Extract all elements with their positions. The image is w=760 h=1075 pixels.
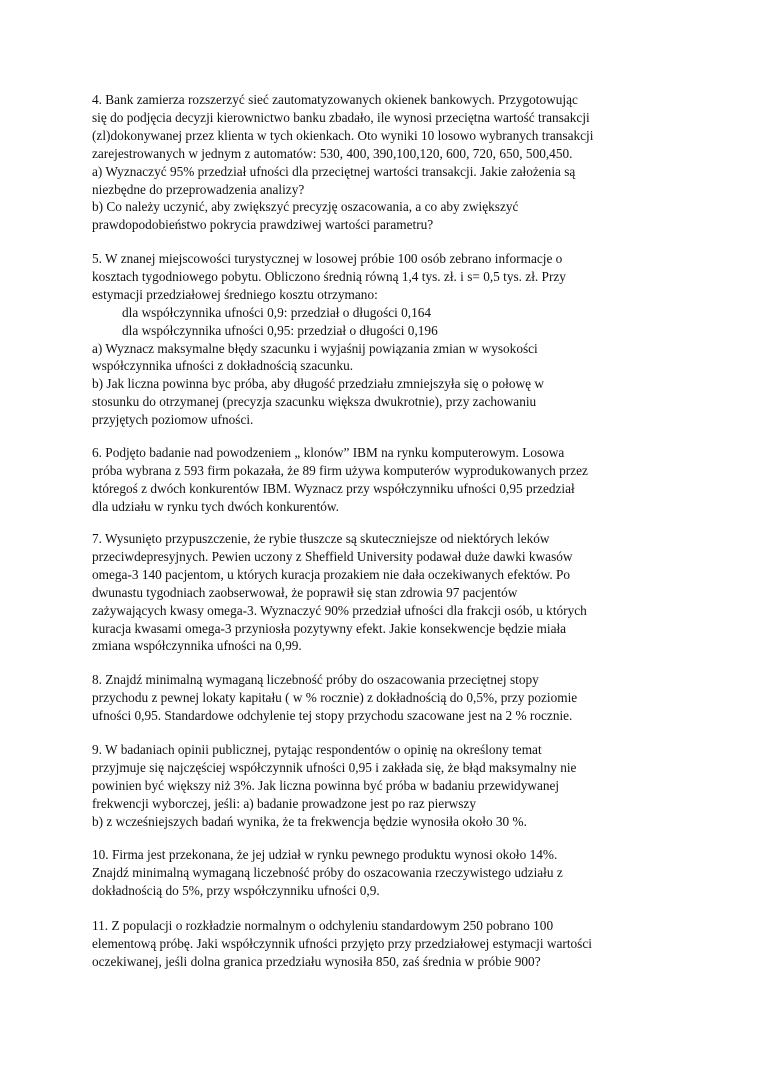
problem-line: się do podjęcia decyzji kierownictwo banku zbadało, ile wynosi przeciętna wartość transakcji [92, 109, 590, 125]
problem-line: dla współczynnika ufności 0,9: przedział o długości 0,164 [122, 304, 432, 320]
problem-line: ufności 0,95. Standardowe odchylenie tej stopy przychodu szacowane jest na 2 % rocznie. [92, 707, 573, 723]
problem-line: elementową próbę. Jaki współczynnik ufności przyjęto przy przedziałowej estymacji wartości [92, 935, 592, 951]
problem-9 [92, 741, 740, 831]
problem-line: 8. Znajdź minimalną wymaganą liczebność próby do oszacowania przeciętnej stopy [92, 672, 539, 687]
problem-line: kosztach tygodniowego pobytu. Obliczono średnią równą 1,4 tys. zł. i s= 0,5 tys. zł. Przy [92, 268, 566, 284]
problem-line: dla współczynnika ufności 0,95: przedział o długości 0,196 [122, 322, 438, 338]
problem-line: próba wybrana z 593 firm pokazała, że 89 firm używa komputerów wyprodukowanych przez [92, 462, 588, 478]
problem-line: dwunastu tygodniach zaobserwował, że poprawił się stan zdrowia 97 pacjentów [92, 584, 518, 600]
problem-line: zarejestrowanych w jednym z automatów: 530, 400, 390,100,120, 600, 720, 650, 500,450. [92, 145, 573, 161]
problem-line: Znajdź minimalną wymaganą liczebność próby do oszacowania rzeczywistego udziału z [92, 864, 563, 880]
problem-4 [92, 91, 740, 234]
problem-line: omega-3 140 pacjentom, u których kuracja prozakiem nie dała oczekiwanych efektów. Po [92, 566, 571, 582]
problem-line: niezbędne do przeprowadzenia analizy? [92, 181, 305, 197]
problem-line: b) Co należy uczynić, aby zwiększyć precyzję oszacowania, a co aby zwiększyć [92, 199, 519, 215]
problem-11 [92, 917, 740, 971]
problem-line: przyjętych poziomow ufności. [92, 412, 254, 428]
problem-7 [92, 530, 740, 655]
problem-5 [92, 250, 740, 429]
problem-line: a) Wyznacz maksymalne błędy szacunku i wyjaśnij powiązania zmian w wysokości [92, 340, 538, 356]
problem-line: b) Jak liczna powinna byc próba, aby długość przedziału zmniejszyła się o połowę w [92, 376, 544, 392]
problem-line: kuracja kwasami omega-3 przyniosła pozytywny efekt. Jakie konsekwencje będzie miała [92, 620, 567, 636]
problem-line: (zl)dokonywanej przez klienta w tych okienkach. Oto wyniki 10 losowo wybranych transakcji [92, 127, 594, 143]
problem-8 [92, 671, 740, 725]
problem-line: powinien być większy niż 3%. Jak liczna powinna być próba w badaniu przewidywanej [92, 777, 560, 793]
problem-line: b) z wcześniejszych badań wynika, że ta frekwencja będzie wynosiła około 30 %. [92, 813, 527, 829]
problem-line: 10. Firma jest przekonana, że jej udział w rynku pewnego produktu wynosi około 14%. [92, 847, 558, 862]
problem-6 [92, 444, 740, 516]
problem-line: współczynnika ufności z dokładnością szacunku. [92, 358, 354, 374]
problem-line: 11. Z populacji o rozkładzie normalnym o odchyleniu standardowym 250 pobrano 100 [92, 918, 554, 933]
problem-line: a) Wyznaczyć 95% przedział ufności dla przeciętnej wartości transakcji. Jakie założenia są [92, 163, 576, 179]
problem-line: zażywających kwasy omega-3. Wyznaczyć 90% przedział ufności dla frakcji osób, u których [92, 602, 587, 618]
problem-line: przychodu z pewnej lokaty kapitału ( w % rocznie) z dokładnością do 0,5%, przy poziomie [92, 689, 578, 705]
problem-line: zmiana współczynnika ufności na 0,99. [92, 638, 302, 654]
problem-line: 6. Podjęto badanie nad powodzeniem „ klonów” IBM na rynku komputerowym. Losowa [92, 445, 565, 460]
problem-line: 7. Wysunięto przypuszczenie, że rybie tłuszcze są skuteczniejsze od niektórych leków [92, 531, 550, 546]
problem-line: 4. Bank zamierza rozszerzyć sieć zautomatyzowanych okienek bankowych. Przygotowując [92, 92, 578, 107]
problem-line: przeciwdepresyjnych. Pewien uczony z Sheffield University podawał duże dawki kwasów [92, 548, 573, 564]
problem-line: stosunku do otrzymanej (precyzja szacunku większa dwukrotnie), przy zachowaniu [92, 394, 537, 410]
problem-line: 5. W znanej miejscowości turystycznej w losowej próbie 100 osób zebrano informacje o [92, 251, 563, 266]
problem-line: frekwencji wyborczej, jeśli: a) badanie prowadzone jest po raz pierwszy [92, 795, 476, 811]
problem-line: estymacji przedziałowej średniego kosztu otrzymano: [92, 286, 378, 302]
problem-line: oczekiwanej, jeśli dolna granica przedziału wynosiła 850, zaś średnia w próbie 900? [92, 953, 541, 969]
problem-line: któregoś z dwóch konkurentów IBM. Wyznacz przy współczynniku ufności 0,95 przedział [92, 480, 575, 496]
problem-line: prawdopodobieństwo pokrycia prawdziwej wartości parametru? [92, 217, 434, 233]
problem-line: przyjmuje się najczęściej współczynnik ufności 0,95 i zakłada się, że błąd maksymalny nie [92, 759, 577, 775]
problem-line: dokładnością do 5%, przy współczynniku ufności 0,9. [92, 882, 380, 898]
problem-line: dla udziału w rynku tych dwóch konkurentów. [92, 498, 339, 514]
problem-10 [92, 846, 740, 900]
problem-line: 9. W badaniach opinii publicznej, pytając respondentów o opinię na określony temat [92, 742, 542, 757]
